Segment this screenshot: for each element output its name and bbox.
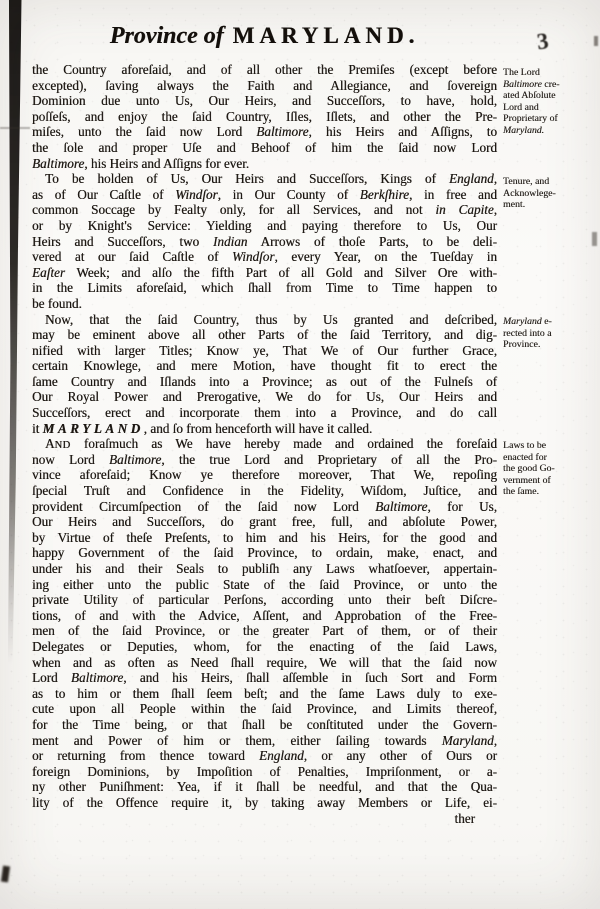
body-line: Eaſter Week; and alſo the fifth Part of all Gold and Silver Ore with- bbox=[32, 264, 497, 280]
body-line: Now, that the ſaid Country, thus by Us granted and deſcribed, bbox=[45, 311, 497, 327]
body-line: ſpecial Truſt and Confidence in the Fidelity, Wiſdom, Juſtice, and bbox=[32, 483, 497, 499]
body-line: the ſole and proper Uſe and Behoof of him the ſaid now Lord bbox=[32, 139, 497, 155]
scan-artifact-speck bbox=[592, 232, 597, 246]
body-line: be found. bbox=[32, 295, 82, 311]
body-line: vered at our ſaid Caſtle of Windſor, every Year, on the Tueſday in bbox=[32, 249, 497, 265]
body-line: vince aforeſaid; Know ye therefore moreover, That We, repoſing bbox=[32, 467, 497, 483]
body-line: nified with larger Titles; Know ye, That We of Our further Grace, bbox=[32, 342, 497, 358]
body-line: Our Royal Power and Prerogative, We do for Us, Our Heirs and bbox=[32, 389, 497, 405]
catchword: ther bbox=[454, 811, 475, 826]
body-line: Our Heirs and Succeſſors, do grant free, full, and abſolute Power, bbox=[32, 514, 497, 530]
margin-note: The Lord Baltimore cre- ated Abſolute Lord and Proprietary of Maryland. bbox=[503, 67, 560, 136]
margin-note: Laws to be enacted for the good Go- vernment of the ſame. bbox=[503, 440, 555, 497]
body-line: or returning from thence toward England, or any other of Ours or bbox=[32, 748, 498, 764]
margin-note: Tenure, and Acknowlege- ment. bbox=[503, 176, 556, 210]
body-line: the Country aforeſaid, and of all other the Premiſes (except before bbox=[32, 62, 497, 77]
body-line: it MARYLAND, and ſo from henceforth will have it called. bbox=[32, 420, 373, 436]
body-line: under his and their Seals to publiſh any Laws whatſoever, appertain- bbox=[32, 561, 497, 576]
page-number: 3 bbox=[535, 28, 550, 55]
body-line: ſame Country and Iſlands into a Province; as out of the Fulneſs of bbox=[32, 373, 497, 389]
body-line: private Utility of particular Perſons, according unto their beſt Diſcre- bbox=[32, 592, 497, 608]
binding-gutter-shadow bbox=[5, 0, 23, 664]
body-line: by Virtue of theſe Preſents, to him and his Heirs, for the good and bbox=[32, 529, 497, 545]
running-head bbox=[32, 23, 497, 50]
scan-artifact-speck bbox=[594, 36, 598, 46]
body-line: To be holden of Us, Our Heirs and Succeſſors, Kings of England, bbox=[45, 171, 497, 187]
body-line: men of the ſaid Province, or the greater Part of them, or of their bbox=[32, 623, 497, 639]
paragraph bbox=[32, 312, 497, 437]
body-line: cute upon all People within the ſaid Province, and Limits thereof, bbox=[32, 701, 497, 717]
body-line: tions, of and with the Advice, Aſſent, and Approbation of the Free- bbox=[32, 607, 497, 623]
scan-artifact-dash bbox=[0, 127, 30, 129]
paragraph bbox=[32, 171, 497, 311]
body-line: as to him or them ſhall ſeem beſt; and the ſame Laws duly to exe- bbox=[32, 685, 497, 701]
body-line: excepted), ſaving always the Faith and Allegiance, and ſovereign bbox=[32, 77, 497, 93]
body-text-block bbox=[32, 62, 497, 811]
scan-artifact-corner bbox=[1, 866, 10, 883]
body-line: provident Circumſpection of the ſaid now Lord Baltimore, for Us, bbox=[32, 498, 497, 514]
body-line: Baltimore, his Heirs and Aſſigns for ever. bbox=[32, 155, 250, 171]
body-line: Succeſſors, erect and incorporate them into a Province, and do call bbox=[32, 405, 497, 421]
body-line: ment and Power of him or them, either ſailing towards Maryland, bbox=[32, 732, 497, 748]
paragraph bbox=[32, 62, 497, 171]
body-line: lity of the Offence require it, by taking away Members or Life, ei- bbox=[32, 794, 497, 810]
body-line: ny other Puniſhment: Yea, if it ſhall be needful, and that the Qua- bbox=[32, 779, 497, 795]
body-line: as of Our Caſtle of Windſor, in Our County of Berkſhire, in free and bbox=[32, 186, 498, 202]
body-line: now Lord Baltimore, the true Lord and Proprietary of all the Pro- bbox=[32, 451, 497, 467]
body-line: Dominion due unto Us, Our Heirs, and Succeſſors, to have, hold, bbox=[32, 93, 497, 109]
paragraph bbox=[32, 436, 497, 810]
running-head-province-name: MARYLAND. bbox=[232, 23, 420, 48]
body-line: AND foraſmuch as We have hereby made and ordained the foreſaid bbox=[45, 436, 497, 452]
body-line: Lord Baltimore, and his Heirs, ſhall aſſemble in ſuch Sort and Form bbox=[32, 670, 497, 686]
body-line: miſes, unto the ſaid now Lord Baltimore, his Heirs and Aſſigns, to bbox=[32, 124, 497, 140]
body-line: foreign Dominions, by Impoſition of Penalties, Impriſonment, or a- bbox=[32, 763, 497, 779]
body-line: Heirs and Succeſſors, two Indian Arrows of thoſe Parts, to be deli- bbox=[32, 233, 497, 249]
body-line: may be eminent above all other Parts of the ſaid Territory, and dig- bbox=[32, 327, 497, 343]
body-line: when and as often as Need ſhall require, We will that the ſaid now bbox=[32, 654, 497, 670]
body-line: common Soccage by Fealty only, for all Services, and not in Capite, bbox=[32, 202, 497, 218]
margin-note: Maryland e- rected into a Province. bbox=[503, 316, 552, 350]
running-head-prefix: Province of bbox=[109, 23, 224, 49]
body-line: for the Time being, or that ſhall be conſtituted under the Govern- bbox=[32, 716, 497, 732]
body-line: ing either unto the public State of the ſaid Province, or unto the bbox=[32, 576, 497, 592]
body-line: or by Knight's Service: Yielding and paying therefore to Us, Our bbox=[32, 217, 497, 233]
body-line: happy Government of the ſaid Province, to ordain, make, enact, and bbox=[32, 545, 497, 561]
body-line: in the Limits aforeſaid, which ſhall from Time to Time happen to bbox=[32, 280, 497, 296]
body-line: certain Knowlege, and mere Motion, have thought fit to erect the bbox=[32, 358, 497, 374]
body-line: poſſeſs, and enjoy the ſaid Country, Iſles, Iſlets, and other the Pre- bbox=[32, 108, 497, 124]
body-line: Delegates or Deputies, whom, for the enacting of the ſaid Laws, bbox=[32, 638, 497, 654]
